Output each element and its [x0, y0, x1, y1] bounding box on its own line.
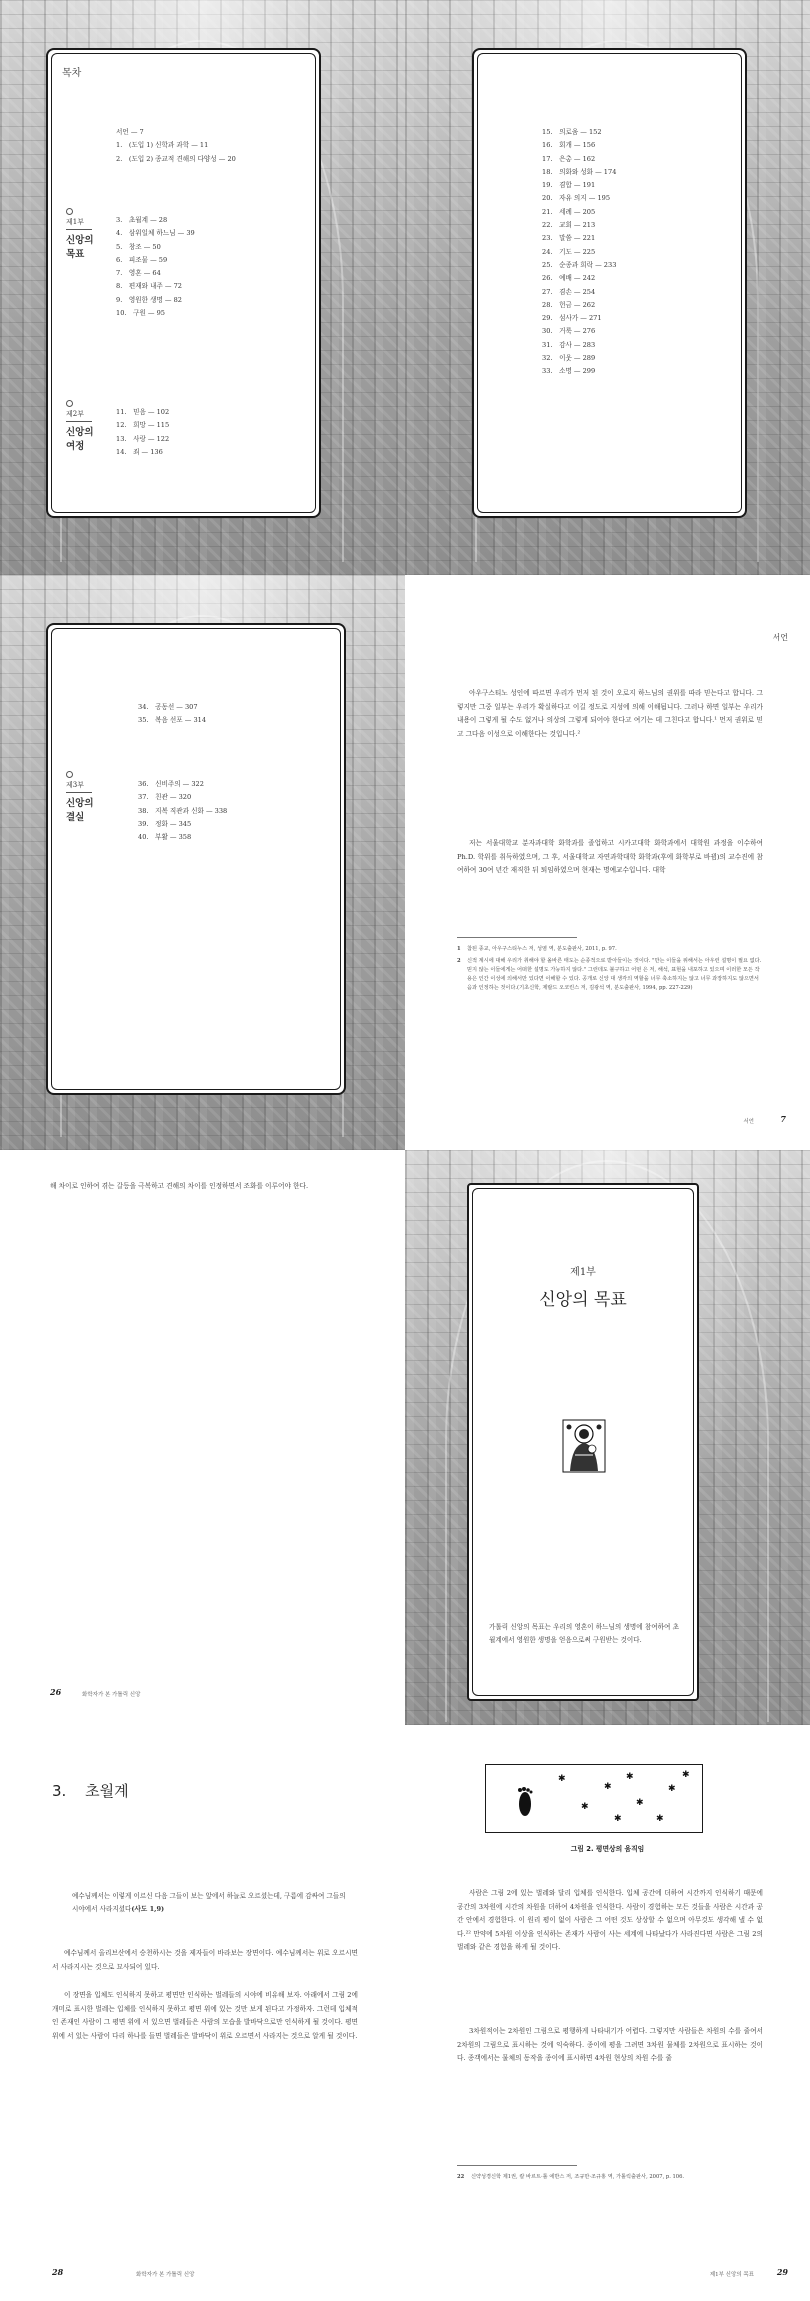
chapter-paragraph: 이 장면을 입체도 인식하지 못하고 평면만 인식하는 벌레들의 시야에 비유해 보자. 아래에서 그림 2에 개미로 표시한 벌레는 입체를 인식하지 못하고 평면 위에 있는 것만 보게 된다고 가정하자. 그런데 입체적인 존재인 사람이 그 평면 위에 서 있으면 벌레들은 사람의 모습을 발바닥으로만 인식하게 될 것이다. 평면 위에 서 있는 사람이 다리 하나를 들면 벌레들은 발바닥이 위로 오르면서 사라지는 것으로 알게 될 것이다.	[52, 1991, 358, 2040]
toc-card	[46, 623, 346, 1095]
toc-entry[interactable]: 6. 피조물 — 59	[116, 255, 168, 264]
chapter3-page	[0, 1725, 405, 2300]
chapter-heading	[52, 1780, 129, 1801]
chapter-quote: 예수님께서는 이렇게 이르신 다음 그들이 보는 앞에서 하늘로 오르셨는데, 구름에 감싸여 그들의 시야에서 사라지셨다(사도 1,9)	[72, 1892, 346, 1913]
toc-entry[interactable]: 29. 섬사가 — 271	[542, 314, 602, 323]
part-description: 가톨릭 신앙의 목표는 우리의 영혼이 하느님의 생명에 참여하여 초월계에서 영원한 생명을 얻음으로써 구원받는 것이다.	[489, 1623, 679, 1644]
toc-entry[interactable]: 20. 자유 의지 — 195	[542, 194, 611, 203]
page-number: 26	[50, 1687, 62, 1697]
ant-icon: ✱	[558, 1774, 566, 1784]
toc-entry[interactable]: 25. 순종과 희락 — 233	[542, 260, 617, 269]
part-cover-card	[467, 1183, 699, 1701]
toc-page-2	[405, 0, 810, 575]
toc-entry[interactable]: 24. 기도 — 225	[542, 247, 596, 256]
toc-entry[interactable]: 5. 창조 — 50	[116, 242, 161, 251]
toc-entry[interactable]: 17. 은총 — 162	[542, 154, 596, 163]
toc-entry[interactable]: 13. 사랑 — 122	[116, 434, 170, 443]
preface-paragraph: 아우구스티노 성인에 따르면 우리가 먼저 된 것이 오로지 하느님의 권위를 따라 믿는다고 합니다. 그렇지만 그중 일부는 우리가 확실하다고 이길 정도로 지성에 의해 이해됩니다. 그러나 하면 일부는 우리가 내용이 그렇게 될 수도 없거나 의상의 그렇게 되어야 한다고 여기는 데 그친다고 합니다.¹ 먼저 권위로 믿고 그다음 이성으로 이해한다는 것입니다.²	[457, 689, 763, 738]
toc-front-list	[116, 126, 236, 166]
footnote	[457, 957, 763, 993]
toc-entry[interactable]: 39. 정화 — 345	[138, 819, 192, 828]
part-number: 제1부	[570, 1267, 596, 1278]
part-title: 신앙의 여정	[66, 427, 94, 452]
toc-heading: 목차	[62, 68, 82, 79]
part2-label	[66, 400, 96, 454]
toc-entry[interactable]: 23. 말씀 — 221	[542, 234, 596, 243]
toc-entry[interactable]: 9. 영원한 생명 — 82	[116, 295, 183, 304]
footnote-text: 신적 계시에 대해 우리가 취해야 할 올바른 태도는 순종적으로 받아들이는 것이다. "만는 이들을 위해서는 아우런 설명이 필요 없다. 믿지 않는 이들에게는 어떠한 설명도 가능하지 않다." 그런데도 불구하고 어떤 은 저, 해석, 표현을 내포하고 있으며 이러한 모든 작용은 인간 이성에 의해서만 있다면 이해할 수 있다. 공개로 신앙 대 생각의 역할을 너무 축소하지는 않고 너무 과장하지도 않으면서 음과 인정하는 것이다.(기초신학, 제랄드 오코린스 저, 김광석 역, 분도출판사, 1994, pp. 227-229)	[467, 958, 762, 991]
part1-label	[66, 208, 96, 262]
chapter-paragraph: 예수님께서 올리브산에서 승천하시는 것을 제자들이 바라보는 장면이다. 예수님께서는 위로 오르시면서 사라지시는 것으로 묘사되어 있다.	[52, 1949, 358, 1971]
part1-cover-page	[405, 1150, 810, 1725]
toc-entry[interactable]: 18. 의화와 성화 — 174	[542, 167, 617, 176]
ant-icon: ✱	[668, 1784, 676, 1794]
toc-entry[interactable]: 16. 회개 — 156	[542, 141, 596, 150]
toc-entry[interactable]: 35. 복음 선포 — 314	[138, 716, 207, 725]
footprint-icon	[516, 1787, 534, 1819]
toc-entry[interactable]: 33. 소명 — 299	[542, 367, 596, 376]
toc-entry[interactable]: 12. 희망 — 115	[116, 421, 170, 430]
toc-entry[interactable]: 8. 편재와 내주 — 72	[116, 282, 183, 291]
toc-entry[interactable]: 31. 감사 — 283	[542, 340, 596, 349]
part3-label	[66, 771, 96, 825]
toc-entry[interactable]: 34. 공동선 — 307	[138, 703, 198, 711]
toc-entry[interactable]: 10. 구원 — 95	[116, 309, 165, 318]
quote-reference: (사도 1,9)	[131, 1905, 165, 1913]
ant-icon: ✱	[581, 1802, 589, 1812]
footnotes	[457, 2173, 763, 2185]
toc-entry[interactable]: 서언 — 7	[116, 128, 144, 136]
folio-text: 화학자가 본 가톨릭 신앙	[82, 1692, 141, 1698]
text-page-26	[0, 1150, 405, 1725]
toc-entry[interactable]: 26. 예배 — 242	[542, 274, 596, 283]
page-number: 29	[776, 2267, 788, 2277]
ant-icon: ✱	[656, 1814, 664, 1824]
folio-text: 제1부 신앙의 목표	[709, 2272, 754, 2278]
footnote-text: 참된 종교, 아우구스티누스 저, 성염 역, 분도출판사, 2011, p. 97.	[467, 946, 617, 952]
toc-entry[interactable]: 21. 세례 — 205	[542, 207, 596, 216]
part-title: 신앙의 목표	[66, 235, 94, 260]
chapter-number: 3.	[52, 1782, 67, 1800]
part-title: 신앙의 목표	[539, 1290, 627, 1310]
toc-entry[interactable]: 4. 삼위일체 하느님 — 39	[116, 229, 195, 238]
footnotes	[457, 945, 763, 996]
toc-column2-list	[542, 126, 616, 379]
toc-entry[interactable]: 11. 믿음 — 102	[116, 408, 170, 416]
ant-icon: ✱	[626, 1772, 634, 1782]
part-number: 제2부	[66, 409, 92, 422]
toc-card	[472, 48, 747, 518]
toc-entry[interactable]: 1. (도입 1) 신학과 과학 — 11	[116, 141, 209, 150]
ant-icon: ✱	[614, 1814, 622, 1824]
body-paragraph: 해 차이로 인하여 겪는 갈등을 극복하고 견해의 차이를 인정하면서 조화를 이루어야 한다.	[50, 1182, 309, 1190]
toc-entry[interactable]: 27. 겸손 — 254	[542, 287, 596, 296]
toc-entry[interactable]: 2. (도입 2) 종교적 견해의 다양성 — 20	[116, 154, 236, 163]
circle-icon	[66, 208, 73, 215]
body-paragraph: 사람은 그림 2에 있는 벌레와 달리 입체를 인식한다. 입체 공간에 더하여 시간까지 인식하기 때문에 공간의 3차원에 시간의 차원을 더하여 4차원을 인식한다. 사람이 경험하는 모든 것들을 사람은 시간과 공간 안에서 경험한다. 이 원리 평이 없이 사람은 그 어떤 것도 상상할 수 없으며 아무것도 생각해 낼 수 없다.²² 만약에 5차원 이상을 인식하는 존재가 사람이 사는 세계에 나타났다가 사라진다면 사람은 그림 2의 벌레와 같은 경험을 하게 될 것이다.	[457, 1889, 763, 1952]
toc-page-3	[0, 575, 405, 1150]
folio-text: 화학자가 본 가톨릭 신앙	[136, 2272, 195, 2278]
toc-part1-list	[116, 214, 195, 320]
chapter-title: 초월계	[85, 1782, 129, 1800]
folio-text: 서언	[743, 1119, 754, 1125]
figure-2	[485, 1764, 703, 1833]
page-number: 7	[780, 1114, 786, 1124]
toc-entry[interactable]: 37. 친관 — 320	[138, 793, 192, 802]
body-paragraph: 3차원적이는 2차원인 그림으로 평행하게 나타내기가 어렵다. 그렇지만 사람들은 차원의 수를 줄여서 2차원의 그림으로 표시하는 것에 익숙하다. 종이에 평을 그려면 3차원 물체를 2차원으로 표시하는 것이다. 종객에서는 물체의 동작을 종이에 표시하면 4차원 현상의 차원 수를 줄	[457, 2027, 763, 2063]
toc-entry[interactable]: 22. 교회 — 213	[542, 221, 596, 230]
toc-entry[interactable]: 7. 영혼 — 64	[116, 269, 161, 278]
circle-icon	[66, 771, 73, 778]
madonna-icon	[562, 1419, 606, 1473]
footnote-number: 2	[457, 958, 461, 964]
figure-caption: 그림 2. 평면상의 움직임	[570, 1845, 645, 1853]
toc-entry[interactable]: 32. 이웃 — 289	[542, 354, 596, 363]
preface-paragraph: 저는 서울대학교 분자과대학 화학과를 졸업하고 시카고대학 화학과에서 대학원 과정을 이수하여 Ph.D. 학위를 취득하였으며, 그 후, 서울대학교 자연과학대학 화학과(후에 화학부로 바뀜)의 교수진에 참여하여 30여 년간 재직한 뒤 퇴임하였으며 현재는 명예교수입니다. 대학	[457, 839, 763, 875]
page-number: 28	[52, 2267, 64, 2277]
toc-part2-list	[116, 406, 169, 459]
footnote-rule	[457, 2165, 577, 2166]
part-number: 제1부	[66, 217, 92, 230]
toc-part3-list	[138, 778, 227, 844]
toc-entry[interactable]: 30. 거룩 — 276	[542, 327, 596, 336]
toc-entry[interactable]: 38. 지복 직관과 신화 — 338	[138, 806, 228, 815]
footnote	[457, 2173, 763, 2182]
part-number: 제3부	[66, 780, 92, 793]
preface-page	[405, 575, 810, 1150]
part-title: 신앙의 결실	[66, 798, 94, 823]
ant-icon: ✱	[636, 1798, 644, 1808]
circle-icon	[66, 400, 73, 407]
footnote-rule	[457, 937, 577, 938]
toc-entry[interactable]: 28. 헌금 — 262	[542, 300, 596, 309]
toc-entry[interactable]: 40. 부활 — 358	[138, 833, 192, 842]
toc-page-1	[0, 0, 405, 575]
ant-icon: ✱	[604, 1782, 612, 1792]
toc-entry[interactable]: 19. 겸합 — 191	[542, 181, 596, 190]
footnote	[457, 945, 763, 954]
toc-entry[interactable]: 14. 죄 — 136	[116, 447, 163, 456]
footnote-number: 1	[457, 946, 461, 952]
toc-entry[interactable]: 36. 신비주의 — 322	[138, 780, 204, 788]
toc-card	[46, 48, 321, 518]
ant-icon: ✱	[682, 1770, 690, 1780]
running-title: 서언	[772, 633, 788, 642]
text-page-29	[405, 1725, 810, 2300]
toc-entry[interactable]: 3. 초월계 — 28	[116, 216, 168, 224]
toc-entry[interactable]: 15. 의로움 — 152	[542, 128, 602, 136]
footnote-number: 22	[457, 2174, 465, 2180]
toc-column3-list	[138, 701, 206, 728]
footnote-text: 신약성경신학 제1권, 칼 바르트·톨 에반스 저, 조규만·조규홍 역, 가톨릭출판사, 2007, p. 106.	[471, 2174, 685, 2180]
